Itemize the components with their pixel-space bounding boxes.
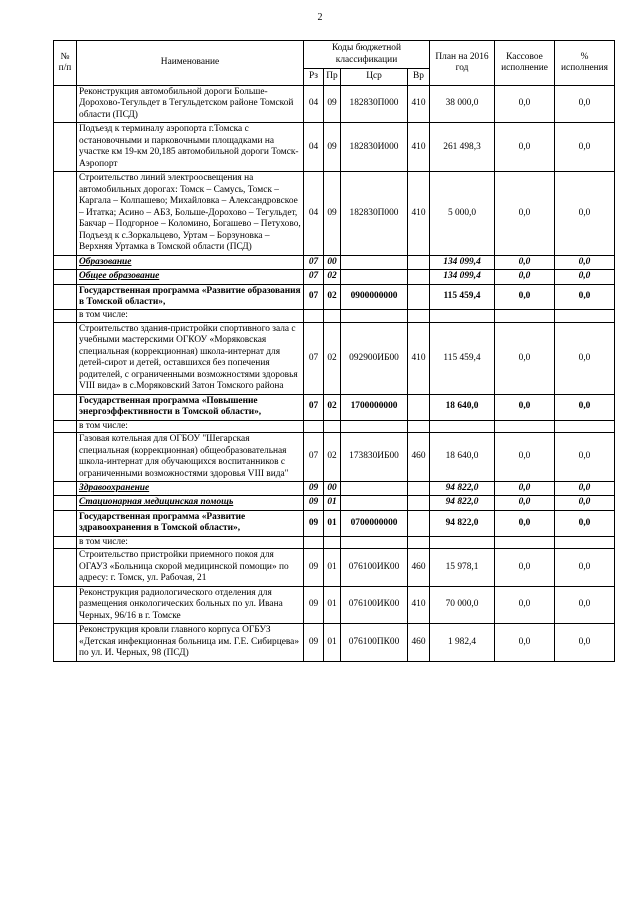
cell-csr: [341, 496, 408, 510]
cell-name: в том числе:: [77, 420, 304, 432]
cell-num: [54, 536, 77, 548]
cell-name: Образование: [77, 255, 304, 269]
cell-pr: 01: [324, 549, 341, 586]
header-csr: Цср: [341, 69, 408, 86]
cell-name: Газовая котельная для ОГБОУ "Шегарская специальная (коррекционная) общеобразовательная школа-интернат для обучающихся воспитанников с ограниченными возможностями здоровья VIII вида": [77, 433, 304, 482]
cell-num: [54, 549, 77, 586]
cell-num: [54, 394, 77, 420]
cell-pct: [555, 536, 615, 548]
header-num: № п/п: [54, 41, 77, 86]
cell-vr: [408, 420, 430, 432]
cell-num: [54, 172, 77, 255]
cell-csr: [341, 255, 408, 269]
cell-pct: 0,0: [555, 322, 615, 394]
cell-cash: 0,0: [495, 549, 555, 586]
cell-pct: 0,0: [555, 284, 615, 310]
cell-vr: 410: [408, 322, 430, 394]
cell-pct: 0,0: [555, 172, 615, 255]
cell-plan: 94 822,0: [430, 496, 495, 510]
table-body: [54, 86, 615, 662]
cell-plan: 94 822,0: [430, 510, 495, 536]
cell-csr: [341, 310, 408, 322]
header-rz: Рз: [304, 69, 324, 86]
cell-pr: 01: [324, 624, 341, 661]
cell-rz: 09: [304, 624, 324, 661]
cell-plan: [430, 310, 495, 322]
table-row: [54, 496, 615, 510]
cell-cash: 0,0: [495, 394, 555, 420]
cell-plan: [430, 420, 495, 432]
cell-vr: [408, 394, 430, 420]
cell-cash: 0,0: [495, 284, 555, 310]
cell-cash: 0,0: [495, 496, 555, 510]
cell-cash: 0,0: [495, 322, 555, 394]
cell-pr: 02: [324, 284, 341, 310]
cell-pct: [555, 310, 615, 322]
cell-num: [54, 270, 77, 284]
cell-vr: 410: [408, 86, 430, 123]
cell-num: [54, 284, 77, 310]
table-row: [54, 270, 615, 284]
cell-vr: [408, 536, 430, 548]
cell-rz: [304, 310, 324, 322]
cell-name: Строительство здания-пристройки спортивного зала с учебными мастерскими ОГКОУ «Моряковская специальная (коррекционная) школа-интернат для детей-сирот и детей, оставшихся без попечения родителей, с ограниченными возможностями здоровья VIII вида» в с.Моряковский Затон Томского района: [77, 322, 304, 394]
cell-pct: 0,0: [555, 270, 615, 284]
cell-csr: 076100ИК00: [341, 586, 408, 623]
cell-rz: 07: [304, 394, 324, 420]
cell-pr: 01: [324, 510, 341, 536]
cell-num: [54, 310, 77, 322]
cell-num: [54, 322, 77, 394]
cell-rz: 07: [304, 270, 324, 284]
cell-csr: 182830П000: [341, 172, 408, 255]
cell-plan: 18 640,0: [430, 433, 495, 482]
cell-cash: 0,0: [495, 270, 555, 284]
cell-pr: 02: [324, 394, 341, 420]
cell-csr: 0700000000: [341, 510, 408, 536]
cell-rz: 09: [304, 496, 324, 510]
budget-table: [53, 40, 615, 662]
cell-vr: 410: [408, 586, 430, 623]
cell-name: Строительство линий электроосвещения на автомобильных дорогах: Томск – Самусь, Томск – Каргала – Колпашево; Михайловка – Александровское – Итатка; Асино – АБЗ, Больше-Дорохово – Тегульдет, Бакчар – Подгорное – Коломино, Богашево – Петухово, Подъезд к с.Зоркальцево, Уртам – Борзуновка – Верхняя Уртамка в Томской области (ПСД): [77, 172, 304, 255]
table-row: [54, 255, 615, 269]
table-row: [54, 536, 615, 548]
cell-rz: 07: [304, 284, 324, 310]
table-row: [54, 284, 615, 310]
cell-num: [54, 123, 77, 172]
header-plan: План на 2016 год: [430, 41, 495, 86]
cell-plan: 1 982,4: [430, 624, 495, 661]
cell-csr: 076100ПК00: [341, 624, 408, 661]
header-codes: Коды бюджетной классификации: [304, 41, 430, 69]
cell-num: [54, 433, 77, 482]
cell-rz: 07: [304, 433, 324, 482]
cell-rz: 09: [304, 510, 324, 536]
cell-name: в том числе:: [77, 536, 304, 548]
cell-pr: 00: [324, 255, 341, 269]
cell-csr: 173830ИБ00: [341, 433, 408, 482]
table-row: [54, 420, 615, 432]
cell-csr: 076100ИК00: [341, 549, 408, 586]
cell-cash: 0,0: [495, 510, 555, 536]
cell-name: Стационарная медицинская помощь: [77, 496, 304, 510]
cell-pr: 09: [324, 86, 341, 123]
cell-num: [54, 255, 77, 269]
cell-num: [54, 586, 77, 623]
cell-cash: 0,0: [495, 172, 555, 255]
cell-cash: 0,0: [495, 482, 555, 496]
cell-num: [54, 496, 77, 510]
cell-pct: 0,0: [555, 123, 615, 172]
cell-vr: 460: [408, 624, 430, 661]
table-row: [54, 172, 615, 255]
cell-rz: 07: [304, 322, 324, 394]
cell-plan: 38 000,0: [430, 86, 495, 123]
cell-plan: 15 978,1: [430, 549, 495, 586]
cell-cash: [495, 310, 555, 322]
table-row: [54, 394, 615, 420]
table-row: [54, 586, 615, 623]
cell-pct: 0,0: [555, 586, 615, 623]
cell-name: Подъезд к терминалу аэропорта г.Томска с остановочными и парковочными площадками на участке км 19-км 20,185 автомобильной дороги Томск-Аэропорт: [77, 123, 304, 172]
cell-pct: 0,0: [555, 433, 615, 482]
cell-name: Реконструкция кровли главного корпуса ОГБУЗ «Детская инфекционная больница им. Г.Е. Сибирцева» по ул. И. Черных, 98 (ПСД): [77, 624, 304, 661]
cell-name: Строительство пристройки приемного покоя для ОГАУЗ «Больница скорой медицинской помощи» по адресу: г. Томск, ул. Рабочая, 21: [77, 549, 304, 586]
cell-cash: 0,0: [495, 433, 555, 482]
cell-cash: 0,0: [495, 255, 555, 269]
cell-vr: [408, 496, 430, 510]
cell-name: Реконструкция автомобильной дороги Больше-Дорохово-Тегульдет в Тегульдетском районе Томской области (ПСД): [77, 86, 304, 123]
cell-csr: [341, 536, 408, 548]
cell-plan: 94 822,0: [430, 482, 495, 496]
cell-vr: [408, 284, 430, 310]
header-pr: Пр: [324, 69, 341, 86]
cell-plan: 5 000,0: [430, 172, 495, 255]
header-name: Наименование: [77, 41, 304, 86]
cell-pr: 01: [324, 586, 341, 623]
cell-plan: 115 459,4: [430, 284, 495, 310]
header-pct: % исполнения: [555, 41, 615, 86]
table-row: [54, 123, 615, 172]
cell-rz: [304, 420, 324, 432]
cell-pr: 09: [324, 123, 341, 172]
cell-cash: [495, 420, 555, 432]
cell-name: Реконструкция радиологического отделения для размещения онкологических больных по ул. Ивана Черных, 96/16 в г. Томске: [77, 586, 304, 623]
cell-vr: [408, 270, 430, 284]
table-row: [54, 322, 615, 394]
cell-pct: 0,0: [555, 86, 615, 123]
cell-vr: [408, 510, 430, 536]
cell-csr: 0900000000: [341, 284, 408, 310]
cell-name: Общее образование: [77, 270, 304, 284]
cell-plan: 18 640,0: [430, 394, 495, 420]
table-row: [54, 482, 615, 496]
header-cash: Кассовое исполнение: [495, 41, 555, 86]
cell-csr: 182830П000: [341, 86, 408, 123]
cell-num: [54, 420, 77, 432]
cell-pct: 0,0: [555, 482, 615, 496]
table-row: [54, 86, 615, 123]
header-vr: Вр: [408, 69, 430, 86]
table-row: [54, 510, 615, 536]
cell-pr: 09: [324, 172, 341, 255]
cell-plan: [430, 536, 495, 548]
table-row: [54, 433, 615, 482]
cell-rz: 04: [304, 172, 324, 255]
cell-cash: [495, 536, 555, 548]
cell-pct: 0,0: [555, 255, 615, 269]
cell-pct: 0,0: [555, 394, 615, 420]
cell-pr: [324, 310, 341, 322]
cell-csr: [341, 270, 408, 284]
cell-rz: 04: [304, 123, 324, 172]
cell-cash: 0,0: [495, 123, 555, 172]
cell-vr: 460: [408, 433, 430, 482]
table-row: [54, 310, 615, 322]
cell-pr: 02: [324, 322, 341, 394]
cell-csr: [341, 482, 408, 496]
cell-vr: [408, 310, 430, 322]
cell-num: [54, 624, 77, 661]
cell-vr: [408, 255, 430, 269]
cell-rz: 09: [304, 482, 324, 496]
table-row: [54, 549, 615, 586]
cell-plan: 261 498,3: [430, 123, 495, 172]
cell-name: в том числе:: [77, 310, 304, 322]
page-number: 2: [317, 12, 323, 23]
cell-plan: 134 099,4: [430, 255, 495, 269]
cell-csr: [341, 420, 408, 432]
cell-csr: 1700000000: [341, 394, 408, 420]
cell-pct: 0,0: [555, 624, 615, 661]
cell-vr: 410: [408, 172, 430, 255]
cell-cash: 0,0: [495, 624, 555, 661]
cell-rz: 04: [304, 86, 324, 123]
cell-name: Здравоохранение: [77, 482, 304, 496]
cell-pct: 0,0: [555, 496, 615, 510]
cell-rz: [304, 536, 324, 548]
cell-pr: 02: [324, 270, 341, 284]
cell-vr: 410: [408, 123, 430, 172]
cell-pr: 01: [324, 496, 341, 510]
cell-rz: 09: [304, 586, 324, 623]
cell-num: [54, 510, 77, 536]
cell-pct: 0,0: [555, 510, 615, 536]
cell-vr: [408, 482, 430, 496]
cell-plan: 134 099,4: [430, 270, 495, 284]
cell-name: Государственная программа «Повышение энергоэффективности в Томской области»,: [77, 394, 304, 420]
cell-pct: 0,0: [555, 549, 615, 586]
cell-csr: 182830И000: [341, 123, 408, 172]
cell-pr: 00: [324, 482, 341, 496]
table-row: [54, 624, 615, 661]
cell-vr: 460: [408, 549, 430, 586]
cell-plan: 115 459,4: [430, 322, 495, 394]
cell-pr: 02: [324, 433, 341, 482]
cell-rz: 07: [304, 255, 324, 269]
cell-plan: 70 000,0: [430, 586, 495, 623]
cell-num: [54, 482, 77, 496]
cell-name: Государственная программа «Развитие здравоохранения в Томской области»,: [77, 510, 304, 536]
cell-pct: [555, 420, 615, 432]
cell-csr: 092900ИБ00: [341, 322, 408, 394]
cell-pr: [324, 536, 341, 548]
cell-pr: [324, 420, 341, 432]
cell-num: [54, 86, 77, 123]
cell-name: Государственная программа «Развитие образования в Томской области»,: [77, 284, 304, 310]
cell-rz: 09: [304, 549, 324, 586]
cell-cash: 0,0: [495, 86, 555, 123]
cell-cash: 0,0: [495, 586, 555, 623]
